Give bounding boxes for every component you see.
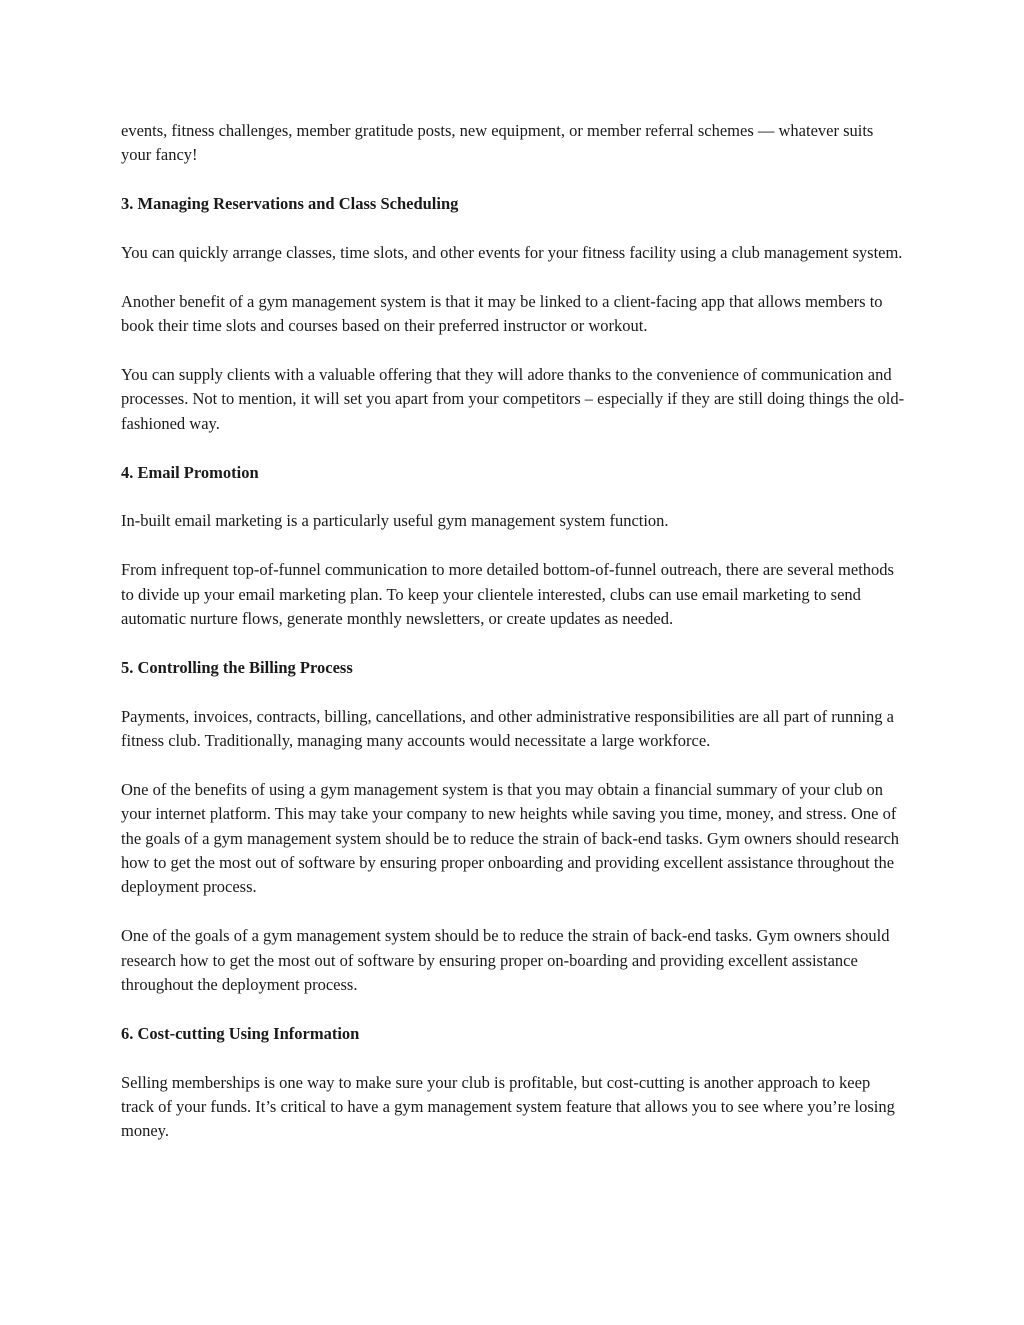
paragraph-valuable-offering: You can supply clients with a valuable offering that they will adore thanks to the convenience of communication and processes. Not to mention, it will set you apart from your competitors – especially if they are still doing things the old-fashioned way. — [121, 365, 905, 433]
heading-email-promotion: 4. Email Promotion — [121, 462, 259, 482]
heading-managing-reservations: 3. Managing Reservations and Class Scheduling — [121, 194, 459, 214]
paragraph-funnel-communication: From infrequent top-of-funnel communication to more detailed bottom-of-funnel outreach, there are several methods to divide up your email marketing plan. To keep your clientele interested, clubs can use email marketing to send automatic nurture flows, generate monthly newsletters, or create updates as needed. — [121, 560, 894, 629]
document-body — [121, 119, 906, 1168]
paragraph-client-facing-app: Another benefit of a gym management system is that it may be linked to a client-facing app that allows members to book their time slots and courses based on their preferred instructor or workout. — [121, 291, 883, 336]
paragraph-arrange-classes: You can quickly arrange classes, time slots, and other events for your fitness facility using a club management system. — [121, 243, 903, 262]
paragraph-financial-summary: One of the benefits of using a gym management system is that you may obtain a financial summary of your club on your internet platform. This may take your company to new heights while saving you time, money, and stress. One of the goals of a gym management system should be to reduce the strain of back-end tasks. Gym owners should research how to get the most out of software by ensuring proper onboarding and providing excellent assistance throughout the deployment process. — [121, 779, 900, 897]
paragraph-selling-memberships: Selling memberships is one way to make sure your club is profitable, but cost-cutting is another approach to keep track of your funds. It’s critical to have a gym management system feature that allows you to see where you’re losing money. — [121, 1072, 895, 1141]
heading-billing-process: 5. Controlling the Billing Process — [121, 657, 353, 677]
paragraph-social-post-ideas: events, fitness challenges, member gratitude posts, new equipment, or member referral schemes — whatever suits your fancy! — [121, 121, 874, 165]
paragraph-reduce-strain: One of the goals of a gym management system should be to reduce the strain of back-end tasks. Gym owners should research how to get the most out of software by ensuring proper on-boarding and providing excellent assistance throughout the deployment process. — [121, 926, 890, 995]
paragraph-inbuilt-email: In-built email marketing is a particularly useful gym management system function. — [121, 511, 669, 531]
paragraph-payments-invoices: Payments, invoices, contracts, billing, cancellations, and other administrative responsibilities are all part of running a fitness club. Traditionally, managing many accounts would necessitate a large workforce. — [121, 706, 895, 751]
heading-cost-cutting: 6. Cost-cutting Using Information — [121, 1023, 360, 1043]
